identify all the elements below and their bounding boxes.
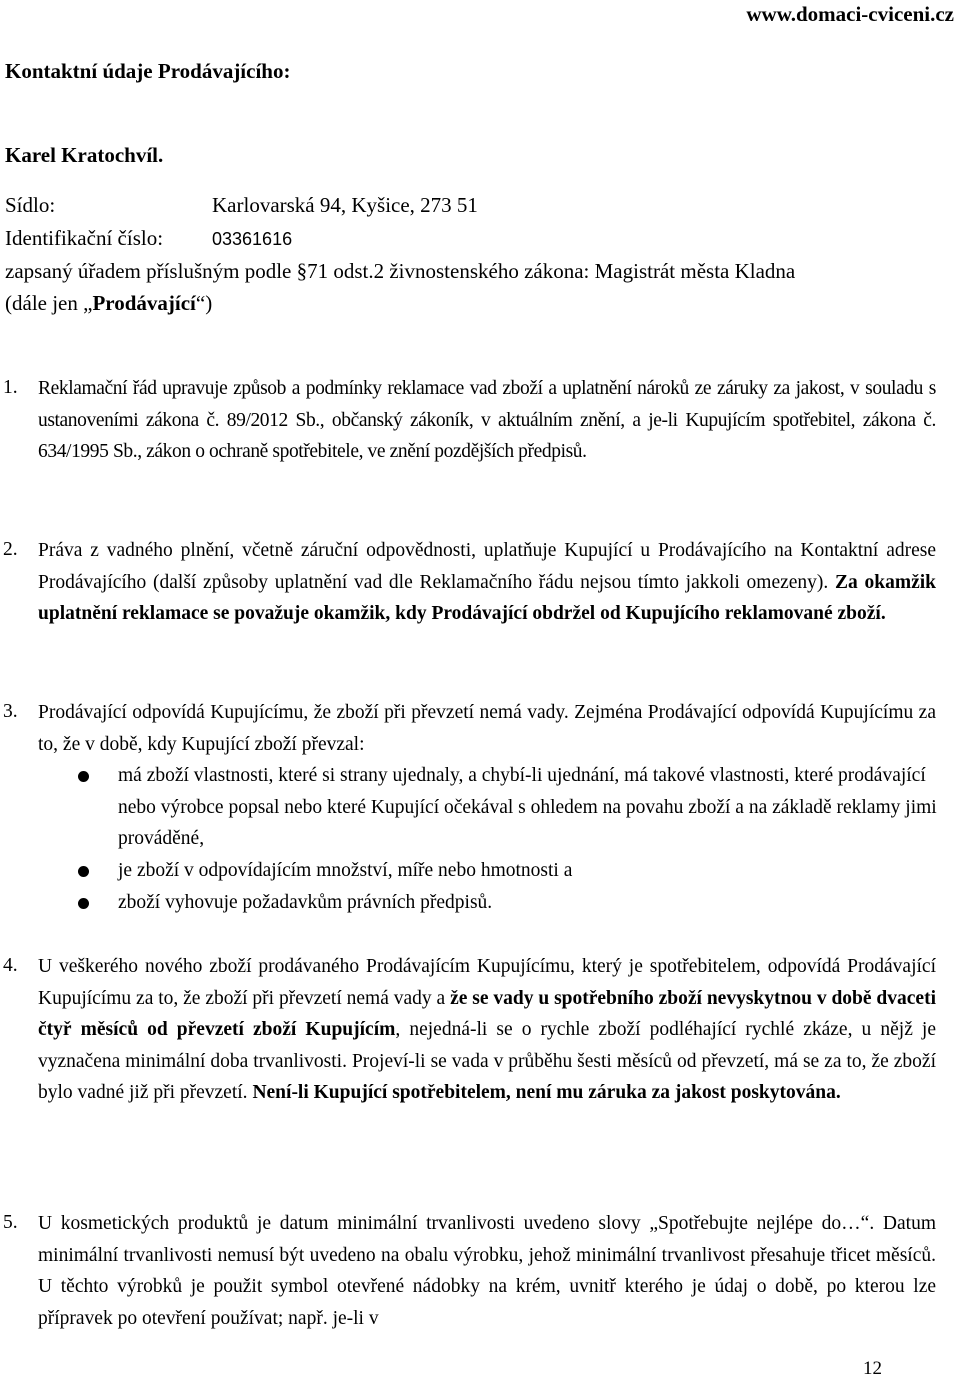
alias-prefix: (dále jen „ xyxy=(5,291,93,315)
site-url: www.domaci-cviceni.cz xyxy=(746,2,954,26)
bullet-item-2: je zboží v odpovídajícím množství, míře nebo hmotnosti a xyxy=(118,860,573,881)
section-4-number: 4. xyxy=(3,955,18,976)
id-label: Identifikační číslo: xyxy=(5,226,164,250)
bullet-icon xyxy=(78,898,89,909)
alias-suffix: “) xyxy=(195,291,213,315)
section-1-text: Reklamační řád upravuje způsob a podmínky reklamace vad zboží a uplatnění nároků ze záruky za jakost, v souladu s ustanoveními zákona č. 89/2012 Sb., občanský zákoník, v aktuálním znění, a je-li Kupujícím spotřebitel, zákona č. 634/1995 Sb., zákon o ochraně spotřebitele, ve znění pozdějších předpisů. xyxy=(38,378,936,462)
section-5-text: U kosmetických produktů je datum minimální trvanlivosti uvedeno slovy „Spotřebujte nejlépe do…“. Datum minimální trvanlivosti nemusí být uvedeno na obalu výrobku, jehož minimální trvanlivost přesahuje třicet měsíců. U těchto výrobků je použit symbol otevřené nádobky na krém, uvnitř kterého je údaj o době, po kterou lze přípravek po otevření používat; např. je-li v xyxy=(38,1213,936,1329)
section-4-paragraph xyxy=(38,951,936,1109)
id-value: 03361616 xyxy=(212,229,293,249)
section-4-bold-1: že se vady u spotřebního zboží nevyskytnou v době dvaceti čtyř měsíců od převzetí zboží Kupujícím xyxy=(38,987,936,1040)
section-4-text-1: U veškerého nového zboží prodávaného Prodávajícím Kupujícímu, který je spotřebitelem, odpovídá Prodávající Kupujícímu za to, že zboží při převzetí nemá vady a xyxy=(38,956,936,1009)
section-3-number: 3. xyxy=(3,701,18,722)
section-1-number: 1. xyxy=(3,377,18,398)
section-4-bold-2: Není-li Kupující spotřebitelem, není mu záruka za jakost poskytována. xyxy=(252,1082,841,1103)
registration-line: zapsaný úřadem příslušným podle §71 odst.2 živnostenského zákona: Magistrát města Kladna xyxy=(5,259,796,283)
section-4-text-2: , nejedná-li se o rychle zboží podléhající rychlé zkáze, u nějž je vyznačena minimální doba trvanlivosti. Projeví-li se vada v průběhu šesti měsíců od převzetí, má se za to, že zboží bylo vadné již při převzetí. xyxy=(38,1019,937,1103)
seller-name: Karel Kratochvíl. xyxy=(5,143,164,167)
page-number: 12 xyxy=(863,1358,882,1379)
alias-name: Prodávající xyxy=(92,291,196,315)
seller-heading: Kontaktní údaje Prodávajícího: xyxy=(5,59,291,83)
section-2-text: Práva z vadného plnění, včetně záruční odpovědnosti, uplatňuje Kupující u Prodávajícího na Kontaktní adrese Prodávajícího (další způsoby uplatnění vad dle Reklamačního řádu nejsou tímto jakkoli omezeny). xyxy=(38,540,936,593)
section-2-bold: Za okamžik uplatnění reklamace se považuje okamžik, kdy Prodávající obdržel od Kupujícího reklamované zboží. xyxy=(38,571,937,624)
section-3-text: Prodávající odpovídá Kupujícímu, že zboží při převzetí nemá vady. Zejména Prodávající odpovídá Kupujícímu za to, že v době, kdy Kupující zboží převzal: xyxy=(38,702,936,755)
section-2-number: 2. xyxy=(3,539,18,560)
section-5-number: 5. xyxy=(3,1212,18,1233)
seat-value: Karlovarská 94, Kyšice, 273 51 xyxy=(212,193,478,217)
bullet-item-3: zboží vyhovuje požadavkům právních předpisů. xyxy=(118,892,493,913)
bullet-item-1: má zboží vlastnosti, které si strany ujednaly, a chybí-li ujednání, má takové vlastnosti, které prodávající nebo výrobce popsal nebo které Kupující očekával s ohledem na povahu zboží a na základě reklamy jimi prováděné, xyxy=(118,765,937,849)
section-2-paragraph xyxy=(38,535,936,630)
bullet-icon xyxy=(78,771,89,782)
bullet-icon xyxy=(78,866,89,877)
seat-label: Sídlo: xyxy=(5,193,56,217)
seller-alias xyxy=(5,291,212,316)
